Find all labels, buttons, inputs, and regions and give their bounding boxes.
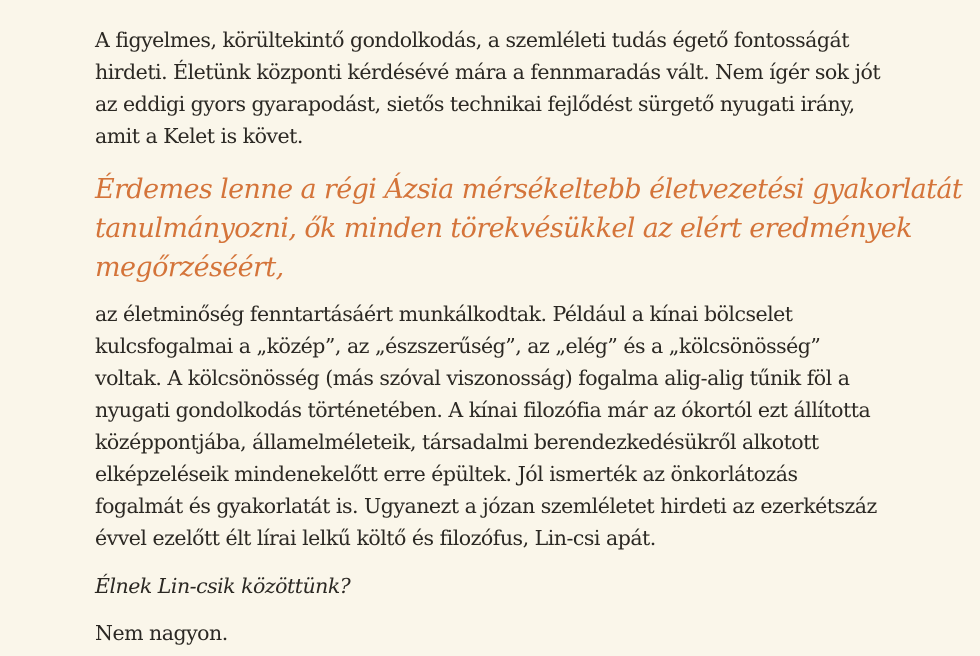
text-line: voltak. A kölcsönösség (más szóval viszonosság) fogalma alig-alig tűnik föl a <box>95 366 850 390</box>
paragraph-intro <box>95 24 925 152</box>
text-line: elképzeléseik mindenekelőtt erre épültek. Jól ismerték az önkorlátozás <box>95 462 798 486</box>
text-line: amit a Kelet is követ. <box>95 124 303 148</box>
text-line: hirdeti. Életünk központi kérdésévé mára a fennmaradás vált. Nem ígér sok jót <box>95 60 881 84</box>
quote-line: Érdemes lenne a régi Ázsia mérsékeltebb életvezetési gyakorlatát <box>95 174 963 205</box>
quote-line: tanulmányozni, ők minden törekvésükkel az elért eredmények <box>95 213 912 244</box>
text-line: évvel ezelőtt élt lírai lelkű költő és filozófus, Lin-csi apát. <box>95 526 656 550</box>
paragraph-body <box>95 298 925 554</box>
quote-line: megőrzéséért, <box>95 252 284 283</box>
question-line: Élnek Lin-csik közöttünk? <box>95 574 351 598</box>
pull-quote <box>95 170 962 287</box>
text-line: fogalmát és gyakorlatát is. Ugyanezt a józan szemléletet hirdeti az ezerkétszáz <box>95 494 877 518</box>
text-line: nyugati gondolkodás történetében. A kínai filozófia már az ókortól ezt állította <box>95 398 871 422</box>
answer-line: Nem nagyon. <box>95 621 228 645</box>
text-line: az életminőség fenntartásáért munkálkodtak. Például a kínai bölcselet <box>95 302 793 326</box>
text-line: A figyelmes, körültekintő gondolkodás, a szemléleti tudás égető fontosságát <box>95 28 849 52</box>
text-line: az eddigi gyors gyarapodást, sietős technikai fejlődést sürgető nyugati irány, <box>95 92 855 116</box>
text-line: középpontjába, államelméleteik, társadalmi berendezkedésükről alkotott <box>95 430 819 454</box>
text-line: kulcsfogalmai a „közép”, az „észszerűség”, az „elég” és a „kölcsönösség” <box>95 334 821 358</box>
